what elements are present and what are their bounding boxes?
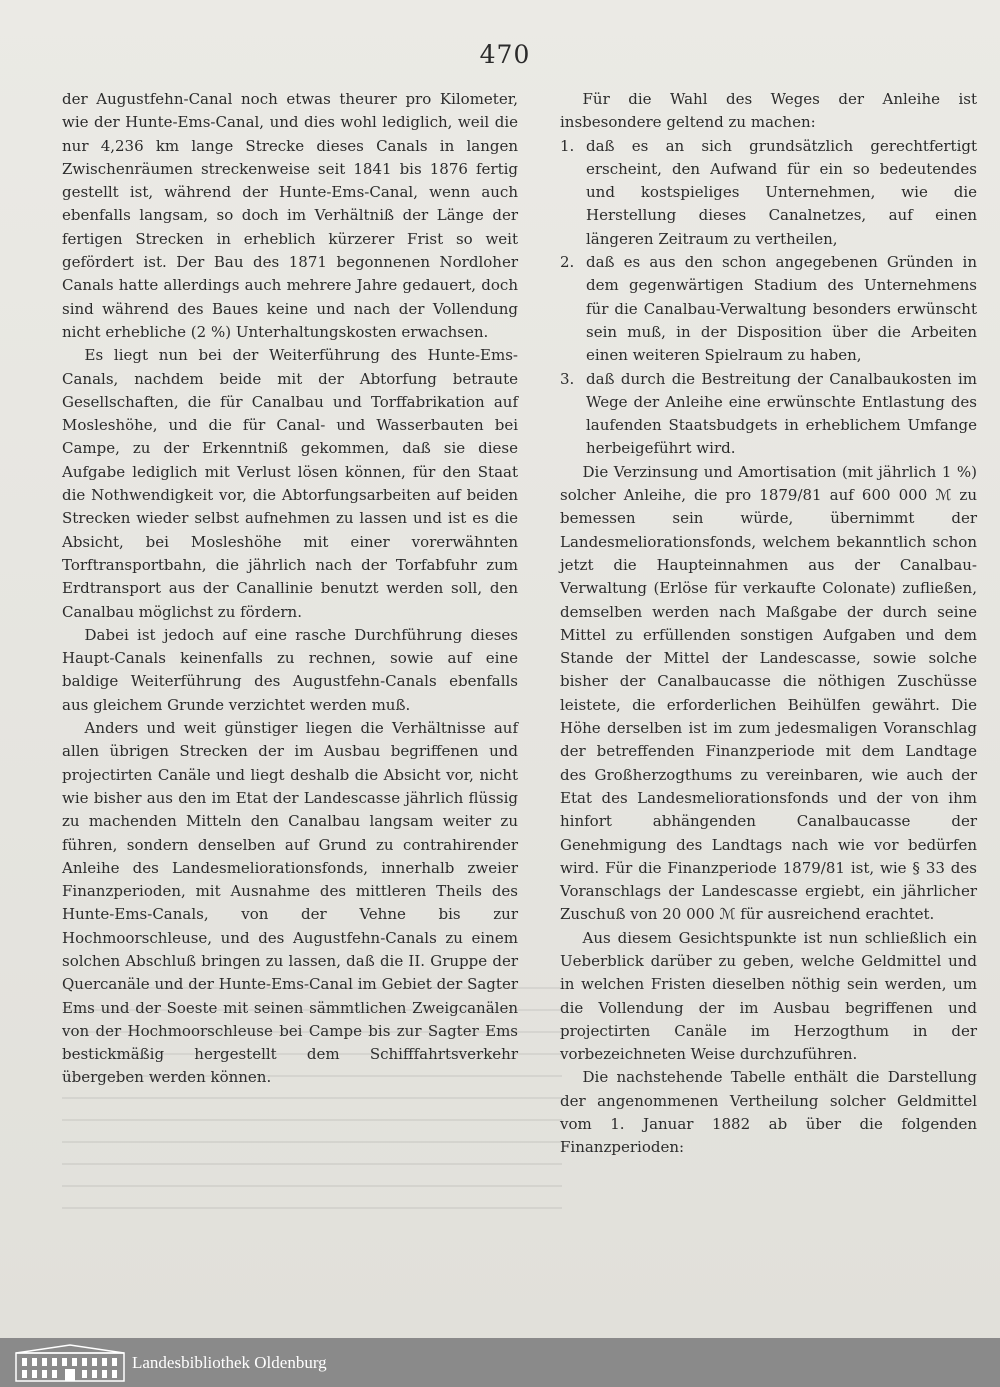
list-item xyxy=(560,368,977,461)
list-number: 2. xyxy=(560,253,575,272)
bleed-through-shadow xyxy=(62,975,562,1225)
paragraph: Die Verzinsung und Amortisation (mit jährlich 1 %) solcher Anleihe, die pro 1879/81 auf 600 000 ℳ zu bemessen sein würde, übernimmt der Landesmeliorationsfonds, welchem bekanntlich schon jetzt die Haupteinnahmen aus der Canalbau-Verwaltung (Erlöse für verkaufte Colonate) zufließen, demselben werden nach Maßgabe der durch seine Mittel zu erfüllenden sonstigen Aufgaben und dem Stande der Mittel der Landescasse, sowie solche bisher der Canalbaucasse die nöthigen Zuschüsse leistete, die erforderlichen Beihülfen gewährt. Die Höhe derselben ist im zum jedesmaligen Voranschlag der betreffenden Finanzperiode mit dem Landtage des Großherzogthums zu vereinbaren, wie auch der Etat des Landesmeliorationsfonds und der von ihm hinfort abhängenden Canalbaucasse der Genehmigung des Landtags nach wie vor bedürfen wird. Für die Finanzperiode 1879/81 ist, wie § 33 des Voranschlags der Landescasse ergiebt, ein jährlicher Zuschuß von 20 000 ℳ für ausreichend erachtet. xyxy=(560,462,977,924)
right-column xyxy=(560,88,977,1160)
left-column xyxy=(62,88,518,1090)
list-text: daß durch die Bestreitung der Canalbaukosten im Wege der Anleihe eine erwünschte Entlastung des laufenden Staatsbudgets in erheblichem Umfange herbeigeführt wird. xyxy=(586,369,977,458)
library-name: Landesbibliothek Oldenburg xyxy=(132,1352,327,1372)
intro-paragraph: Für die Wahl des Weges der Anleihe ist insbesondere geltend zu machen: xyxy=(560,90,977,132)
footer-bar xyxy=(0,1338,1000,1387)
paragraph: der Augustfehn-Canal noch etwas theurer pro Kilometer, wie der Hunte-Ems-Canal, und dies wohl lediglich, weil die nur 4,236 km lange Strecke dieses Canals in langen Zwischenräumen streckenweise seit 1841 bis 1876 fertig gestellt ist, während der Hunte-Ems-Canal, wenn auch ebenfalls langsam, so doch im Verhältniß der Länge der fertigen Strecken in erheblich kürzerer Frist so weit gefördert ist. Der Bau des 1871 begonnenen Nordloher Canals hatte allerdings auch mehrere Jahre gedauert, doch sind während des Baues keine und nach der Vollendung nicht erhebliche (2 %) Unterhaltungskosten erwachsen. xyxy=(62,90,518,341)
paragraph: Die nachstehende Tabelle enthält die Darstellung der angenommenen Vertheilung solcher Geldmittel vom 1. Januar 1882 ab über die folgenden Finanzperioden: xyxy=(560,1068,977,1157)
list-text: daß es aus den schon angegebenen Gründen in dem gegenwärtigen Stadium des Unternehmens für die Canalbau-Verwaltung besonders erwünscht sein muß, in der Disposition über die Arbeiten einen weiteren Spielraum zu haben, xyxy=(586,253,977,365)
paragraph: Dabei ist jedoch auf eine rasche Durchführung dieses Haupt-Canals keinenfalls zu rechnen, sowie auf eine baldige Weiterführung des Augustfehn-Canals ebenfalls aus gleichem Grunde verzichtet werden muß. xyxy=(62,625,518,714)
library-building-icon xyxy=(14,1343,126,1383)
paragraph: Anders und weit günstiger liegen die Verhältnisse auf allen übrigen Strecken der im Ausbau begriffenen und projectirten Canäle und liegt deshalb die Absicht vor, nicht wie bisher aus den im Etat der Landescasse jährlich flüssig zu machenden Mitteln den Canalbau langsam weiter zu führen, sondern denselben auf Grund zu contrahirender Anleihe des Landesmeliorationsfonds, innerhalb zweier Finanzperioden, mit Ausnahme des mittleren Theils des Hunte-Ems-Canals, von der Vehne bis zur Hochmoorschleuse, und des Augustfehn-Canals zu einem solchen Abschluß bringen zu lassen, daß die II. Gruppe der Quercanäle und der Hunte-Ems-Canal im Gebiet der Sagter Ems und der Soeste mit seinen sämmtlichen Zweigcanälen von der Hochmoorschleuse bei Campe bis zur Sagter Ems bestickmäßig hergestellt dem Schifffahrtsverkehr übergeben werden können. xyxy=(62,719,518,1087)
list-number: 3. xyxy=(560,369,575,388)
paragraph: Es liegt nun bei der Weiterführung des Hunte-Ems-Canals, nachdem beide mit der Abtorfung betraute Gesellschaften, die für Canalbau und Torffabrikation auf Mosleshöhe, und die für Canal- und Wasserbauten bei Campe, zu der Erkenntniß gekommen, daß sie diese Aufgabe lediglich mit Verlust lösen können, für den Staat die Nothwendigkeit vor, die Abtorfungsarbeiten auf beiden Strecken wieder selbst aufnehmen zu lassen und ist es die Absicht, bei Mosleshöhe mit einer vorerwähnten Torftransportbahn, die jährlich nach der Torfabfuhr zum Erdtransport aus der Canallinie benutzt werden soll, den Canalbau möglichst zu fördern. xyxy=(62,346,518,621)
page-number: 470 xyxy=(479,40,531,69)
list-item xyxy=(560,135,977,251)
list-item xyxy=(560,251,977,367)
paragraph: Aus diesem Gesichtspunkte ist nun schließlich ein Ueberblick darüber zu geben, welche Geldmittel und in welchen Fristen dieselben nöthig sein werden, um die Vollendung der im Ausbau begriffenen und projectirten Canäle im Herzogthum in der vorbezeichneten Weise durchzuführen. xyxy=(560,928,977,1064)
list-text: daß es an sich grundsätzlich gerechtfertigt erscheint, den Aufwand für ein so bedeutendes und kostspieliges Unternehmen, wie die Herstellung dieses Canalnetzes, auf einen längeren Zeitraum zu vertheilen, xyxy=(586,136,977,248)
list-number: 1. xyxy=(560,136,575,155)
reasons-list xyxy=(560,135,977,461)
